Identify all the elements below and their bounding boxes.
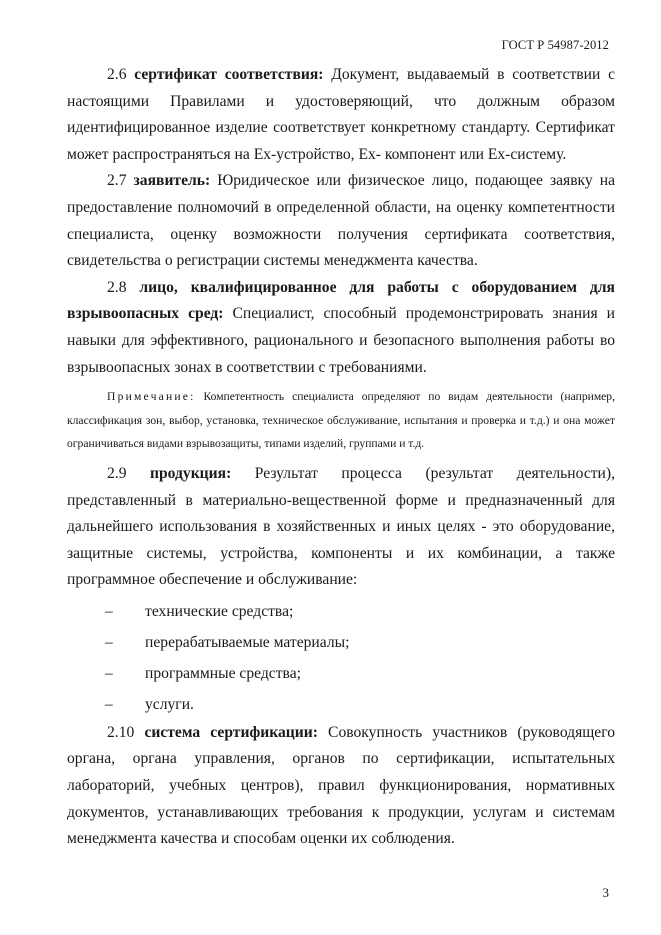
note-label: Примечание: xyxy=(107,390,196,404)
product-list xyxy=(67,596,615,720)
clause-text: Совокупность участников (руководящего органа, органа управления, органов по сертификации, испытательных лабораторий, учебных центров), правил функционирования, нормативных документов, устанавливающих требования к продукции, услугам и системам менеджмента качества и способам оценки их соблюдения. xyxy=(67,723,616,848)
document-id: ГОСТ Р 54987-2012 xyxy=(501,38,609,52)
clause-number: 2.6 xyxy=(107,66,127,83)
list-item: – технические средства; xyxy=(67,596,615,627)
list-item: – программные средства; xyxy=(67,658,615,689)
clause-text: Юридическое или физическое лицо, подающее заявку на предоставление полномочий в определенной области, на оценку компетентности специалиста, оценку возможности получения сертификата соответствия, свидетельства о регистрации системы менеджмента качества. xyxy=(67,172,615,270)
dash-marker: – xyxy=(105,695,113,713)
dash-marker: – xyxy=(105,633,113,651)
clause-number: 2.7 xyxy=(107,172,127,190)
clause-2-10 xyxy=(67,720,615,853)
clause-term: заявитель: xyxy=(133,172,211,190)
clause-2-8 xyxy=(67,275,615,381)
clause-2-9 xyxy=(67,461,615,594)
clause-text: Документ, выдаваемый в соответствии с настоящими Правилами и удостоверяющий, что должным образом идентифицированное изделие соответствует конкретному стандарту. Сертификат может распространяться на Ex-устройство, Ex- компонент или Ex-систему. xyxy=(67,66,615,163)
clause-number: 2.10 xyxy=(107,723,135,741)
dash-marker: – xyxy=(105,602,113,620)
clause-text: Результат процесса (результат деятельности), представленный в материально-вещественной форме и предназначенный для дальнейшего использования в хозяйственных и иных целях - это оборудование, защитные системы, устройства, компоненты и их комбинации, а также программное обеспечение и обслуживание: xyxy=(67,464,615,589)
clause-term: лицо, квалифицированное для работы с оборудованием для взрывоопасных сред: xyxy=(67,278,615,323)
clause-term: система сертификации: xyxy=(144,723,318,741)
page-number: 3 xyxy=(602,885,609,900)
clause-number: 2.9 xyxy=(107,464,127,482)
note-text: Компетентность специалиста определяют по видам деятельности (например, классификация зон, выбор, установка, техническое обслуживание, испытания и проверка и т.д.) и она может ограничиваться видами взрывозащиты, типами изделий, группами и т.д. xyxy=(67,390,615,451)
list-item: – перерабатываемые материалы; xyxy=(67,627,615,658)
clause-2-7 xyxy=(67,168,615,274)
clause-number: 2.8 xyxy=(107,278,127,296)
clause-text: Специалист, способный продемонстрировать знания и навыки для эффективного, рационального и безопасного выполнения работы во взрывоопасных зонах в соответствии с требованиями. xyxy=(67,305,615,376)
clause-term: сертификат соответствия: xyxy=(134,66,324,83)
note xyxy=(67,385,615,456)
clause-2-6 xyxy=(67,62,615,168)
list-item: – услуги. xyxy=(67,689,615,720)
dash-marker: – xyxy=(105,664,113,682)
page-content xyxy=(67,62,615,853)
clause-term: продукция: xyxy=(150,464,232,482)
